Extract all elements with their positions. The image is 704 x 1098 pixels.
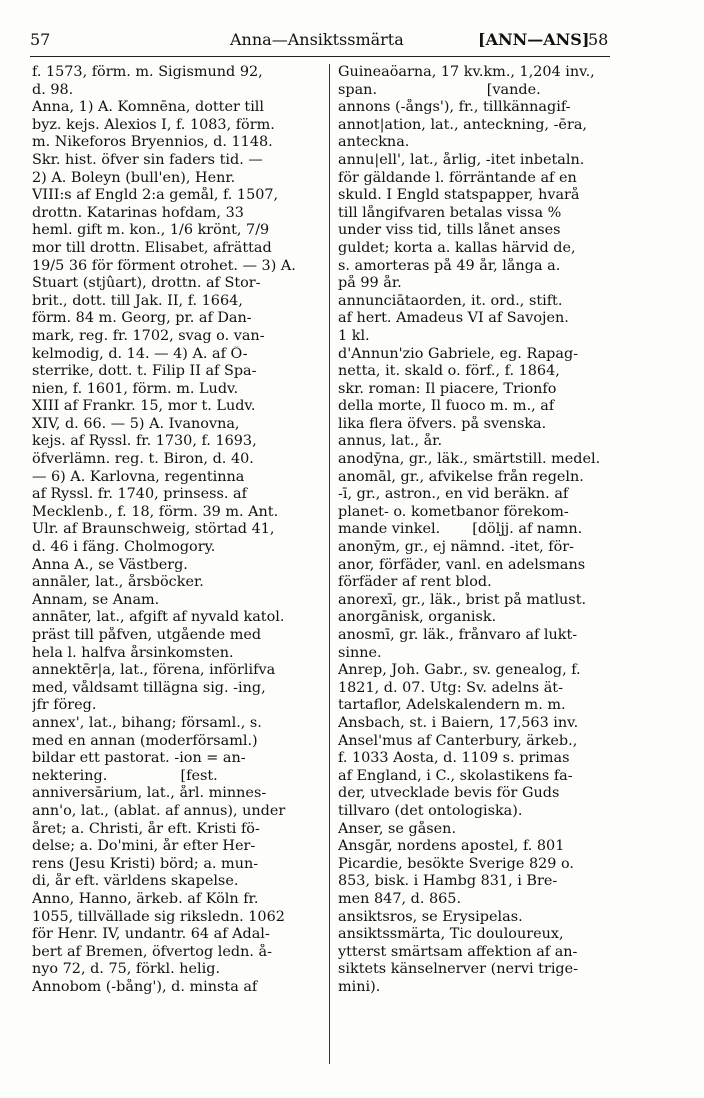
text-line: anonȳm, gr., ej nämnd. -itet, för- <box>338 539 575 556</box>
text-line: året; a. Christi, år eft. Kristi fö- <box>32 820 260 837</box>
text-line: d. 98. <box>32 81 74 98</box>
text-line: annot|ation, lat., anteckning, -ēra, <box>338 116 587 133</box>
text-line: jfr föreg. <box>32 697 97 714</box>
text-line: Annam, se Anam. <box>32 591 160 608</box>
text-line: 1055, tillvällade sig riksledn. 1062 <box>32 908 285 925</box>
text-line: anteckna. <box>338 134 410 151</box>
text-line: af Ryssl. fr. 1740, prinsess. af <box>32 486 247 503</box>
text-line: d. 46 i fäng. Cholmogory. <box>32 539 216 556</box>
text-line: Ulr. af Braunschweig, störtad 41, <box>32 521 275 538</box>
text-line: span. [vande. <box>338 81 541 98</box>
text-line: af hert. Amadeus VI af Savojen. <box>338 310 569 327</box>
right-column <box>338 64 624 996</box>
text-line: till långifvaren betalas vissa % <box>338 204 562 221</box>
text-line: rens (Jesu Kristi) börd; a. mun- <box>32 855 259 872</box>
text-line: Guineaöarna, 17 kv.km., 1,204 inv., <box>338 64 595 80</box>
text-line: nien, f. 1601, förm. m. Ludv. <box>32 380 239 397</box>
text-line: ann'o, lat., (ablat. af annus), under <box>32 802 286 819</box>
text-line: anosmī, gr. läk., frånvaro af lukt- <box>338 627 578 643</box>
left-column <box>32 64 318 996</box>
text-line: sinne. <box>338 644 382 661</box>
text-line: XIII af Frankr. 15, mor t. Ludv. <box>32 398 256 415</box>
text-line: Anno, Hanno, ärkeb. af Köln fr. <box>32 890 259 907</box>
text-line: Anna A., se Västberg. <box>32 556 188 573</box>
text-line: Ansbach, st. i Baiern, 17,563 inv. <box>338 714 579 731</box>
text-line: 1821, d. 07. Utg: Sv. adelns ät- <box>338 679 563 696</box>
text-line: Anna, 1) A. Komnēna, dotter till <box>32 99 264 116</box>
text-line: annāler, lat., årsböcker. <box>32 574 204 591</box>
text-line: annus, lat., år. <box>338 433 443 450</box>
text-line: annāter, lat., afgift af nyvald katol. <box>32 609 285 626</box>
text-line: anodȳna, gr., läk., smärtstill. medel. <box>338 451 601 468</box>
text-line: på 99 år. <box>338 275 402 292</box>
text-line: ytterst smärtsam affektion af an- <box>338 943 578 960</box>
text-line: Ansgār, nordens apostel, f. 801 <box>338 838 565 855</box>
text-line: ansiktsros, se Erysipelas. <box>338 908 523 925</box>
text-line: 1 kl. <box>338 327 370 344</box>
text-line: hela l. halfva årsinkomsten. <box>32 644 234 661</box>
text-line: Annobom (-bång'), d. minsta af <box>32 978 258 995</box>
text-line: anniversārium, lat., årl. minnes- <box>32 785 267 802</box>
text-line: tartaflor, Adelskalendern m. m. <box>338 697 566 714</box>
text-line: mor till drottn. Elisabet, afrättad <box>32 239 272 256</box>
text-line: f. 1033 Aosta, d. 1109 s. primas <box>338 750 570 767</box>
entry-range: [ANN—ANS] <box>478 30 590 49</box>
text-line: annu|ell', lat., årlig, -itet inbetaln. <box>338 151 585 168</box>
text-line: m. Nikeforos Bryennios, d. 1148. <box>32 134 273 151</box>
text-line: mark, reg. fr. 1702, svag o. van- <box>32 327 265 344</box>
text-line: brit., dott. till Jak. II, f. 1664, <box>32 292 243 309</box>
text-line: förfäder af rent blod. <box>338 574 492 591</box>
text-line: sterrike, dott. t. Filip II af Spa- <box>32 363 257 380</box>
text-line: XIV, d. 66. — 5) A. Ivanovna, <box>32 415 240 432</box>
text-line: f. 1573, förm. m. Sigismund 92, <box>32 64 263 80</box>
text-line: Skr. hist. öfver sin faders tid. — <box>32 151 263 168</box>
text-line: anomāl, gr., afvikelse från regeln. <box>338 468 584 485</box>
text-line: annons (-ångs'), fr., tillkännagif- <box>338 99 571 116</box>
text-line: drottn. Katarinas hofdam, 33 <box>32 204 244 221</box>
text-line: öfverlämn. reg. t. Biron, d. 40. <box>32 451 254 468</box>
text-line: kejs. af Ryssl. fr. 1730, f. 1693, <box>32 433 257 450</box>
text-line: nyo 72, d. 75, förkl. helig. <box>32 961 221 978</box>
text-line: anorgānisk, organisk. <box>338 609 497 626</box>
text-line: förm. 84 m. Georg, pr. af Dan- <box>32 310 252 327</box>
text-line: för gäldande l. förräntande af en <box>338 169 577 186</box>
text-line: för Henr. IV, undantr. 64 af Adal- <box>32 926 270 943</box>
text-line: byz. kejs. Alexios I, f. 1083, förm. <box>32 116 275 133</box>
text-line: Stuart (stjûart), drottn. af Stor- <box>32 275 261 292</box>
text-line: annunciātaorden, it. ord., stift. <box>338 292 563 309</box>
text-line: 19/5 36 för förment otrohet. — 3) A. <box>32 257 296 274</box>
text-line: bert af Bremen, öfvertog ledn. å- <box>32 943 272 960</box>
text-line: af England, i C., skolastikens fa- <box>338 767 573 784</box>
page-number-left: 57 <box>30 30 51 49</box>
text-line: 2) A. Boleyn (bull'en), Henr. <box>32 169 236 186</box>
text-line: Mecklenb., f. 18, förm. 39 m. Ant. <box>32 503 279 520</box>
text-line: -ī, gr., astron., en vid beräkn. af <box>338 486 569 503</box>
text-line: della morte, Il fuoco m. m., af <box>338 398 555 415</box>
text-line: anor, förfäder, vanl. en adelsmans <box>338 556 586 573</box>
text-line: tillvaro (det ontologiska). <box>338 802 523 819</box>
text-line: mini). <box>338 978 381 995</box>
text-line: skuld. I Engld statspapper, hvarå <box>338 187 580 204</box>
text-line: anorexī, gr., läk., brist på matlust. <box>338 591 587 608</box>
text-line: guldet; korta a. kallas härvid de, <box>338 239 576 256</box>
text-line: men 847, d. 865. <box>338 890 462 907</box>
column-divider <box>329 64 330 1064</box>
text-line: 853, bisk. i Hambg 831, i Bre- <box>338 873 558 890</box>
text-line: delse; a. Do'mini, år efter Her- <box>32 838 256 855</box>
page-number-right: 58 <box>588 30 609 49</box>
text-line: skr. roman: Il piacere, Trionfo <box>338 380 557 397</box>
text-line: siktets känselnerver (nervi trige- <box>338 961 579 978</box>
text-line: netta, it. skald o. förf., f. 1864, <box>338 363 560 380</box>
text-line: präst till påfven, utgående med <box>32 627 262 643</box>
text-line: Anrep, Joh. Gabr., sv. genealog, f. <box>338 662 581 679</box>
text-line: — 6) A. Karlovna, regentinna <box>32 468 245 485</box>
page-header <box>30 22 610 57</box>
running-title: Anna—Ansiktssmärta <box>230 30 404 49</box>
text-line: ansiktssmärta, Tic douloureux, <box>338 926 564 943</box>
text-line: der, utvecklade bevis för Guds <box>338 785 560 802</box>
text-line: Ansel'mus af Canterbury, ärkeb., <box>338 732 578 749</box>
text-line: med, våldsamt tillägna sig. -ing, <box>32 679 266 696</box>
text-line: mande vinkel. [döljj. af namn. <box>338 521 583 538</box>
text-line: kelmodig, d. 14. — 4) A. af Ö- <box>32 345 248 362</box>
text-line: med en annan (moderförsaml.) <box>32 732 258 749</box>
text-line: bildar ett pastorat. -ion = an- <box>32 750 246 767</box>
text-line: under viss tid, tills lånet anses <box>338 222 561 239</box>
text-line: nektering. [fest. <box>32 767 218 784</box>
text-line: di, år eft. världens skapelse. <box>32 873 239 890</box>
text-line: Picardie, besökte Sverige 829 o. <box>338 855 574 872</box>
text-line: d'Annun'zio Gabriele, eg. Rapag- <box>338 345 579 362</box>
text-line: heml. gift m. kon., 1/6 krönt, 7/9 <box>32 222 270 239</box>
text-line: VIII:s af Engld 2:a gemål, f. 1507, <box>32 187 279 204</box>
text-line: s. amorteras på 49 år, långa a. <box>338 257 561 274</box>
text-line: Anser, se gåsen. <box>338 820 457 837</box>
text-line: lika flera öfvers. på svenska. <box>338 415 547 432</box>
text-line: annex', lat., bihang; församl., s. <box>32 714 262 731</box>
text-line: annektēr|a, lat., förena, införlifva <box>32 662 276 679</box>
text-line: planet- o. kometbanor förekom- <box>338 503 569 520</box>
